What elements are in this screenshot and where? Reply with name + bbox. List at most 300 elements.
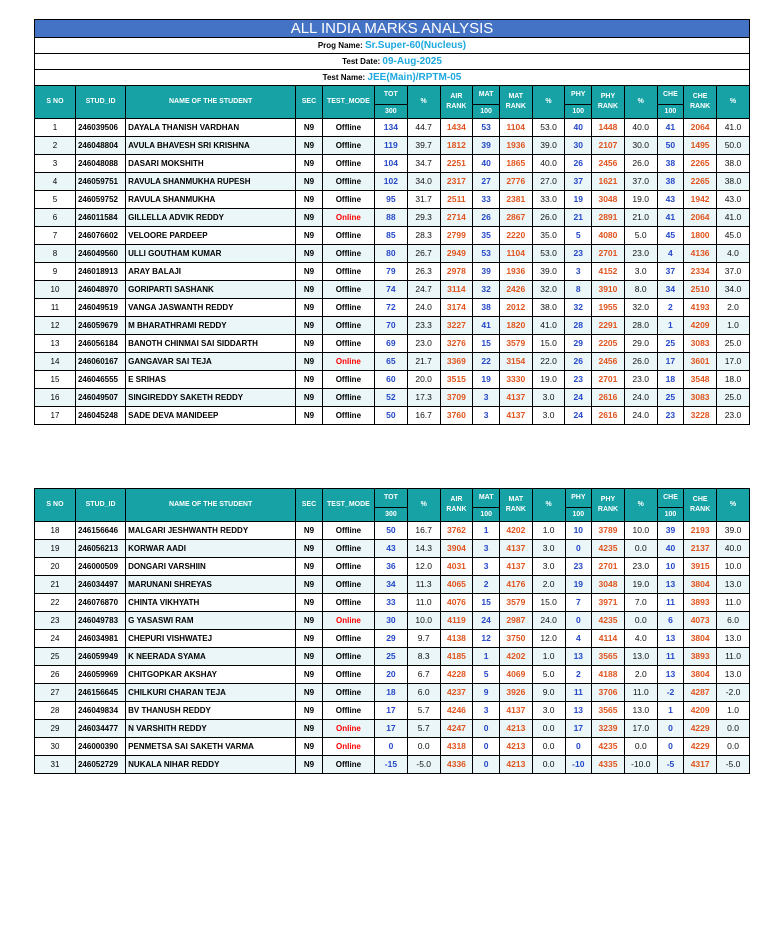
student-row [35,263,750,281]
che-marks-cell: 4 [657,245,684,263]
mat-marks-cell: 0 [473,720,500,738]
col-che-max: 100 [657,105,684,119]
test-mode-cell: Offline [322,137,374,155]
test-mode-cell: Online [322,720,374,738]
total-percent-cell: 9.7 [407,630,440,648]
mat-percent-cell: 33.0 [532,191,565,209]
student-name-cell: DASARI MOKSHITH [126,155,296,173]
col-phy-max: 100 [565,105,592,119]
col-tot-header: TOT [375,489,408,508]
phy-rank-cell: 3789 [592,522,625,540]
mat-rank-cell: 1865 [499,155,532,173]
air-rank-cell: 3276 [440,335,473,353]
phy-marks-cell: 19 [565,576,592,594]
mat-percent-cell: 9.0 [532,684,565,702]
phy-marks-cell: 0 [565,738,592,756]
air-rank-cell: 3227 [440,317,473,335]
mat-percent-cell: 3.0 [532,407,565,425]
air-rank-cell: 3114 [440,281,473,299]
che-marks-cell: 39 [657,522,684,540]
student-row [35,684,750,702]
air-rank-cell: 4228 [440,666,473,684]
sno-cell: 7 [35,227,76,245]
stud-id-cell: 246048804 [75,137,125,155]
air-rank-cell: 2511 [440,191,473,209]
che-rank-cell: 3804 [684,576,717,594]
che-marks-cell: 13 [657,630,684,648]
student-row [35,353,750,371]
total-percent-cell: 5.7 [407,720,440,738]
che-rank-cell: 2064 [684,209,717,227]
mat-rank-cell: 3750 [499,630,532,648]
student-row [35,209,750,227]
total-marks-cell: 79 [374,263,407,281]
che-marks-cell: 34 [657,281,684,299]
sec-cell: N9 [296,540,323,558]
che-rank-cell: 1942 [684,191,717,209]
che-percent-cell: -2.0 [717,684,750,702]
test-mode-cell: Offline [322,281,374,299]
total-percent-cell: 14.3 [407,540,440,558]
mat-rank-cell: 3579 [499,594,532,612]
student-name-cell: GANGAVAR SAI TEJA [126,353,296,371]
student-name-cell: VELOORE PARDEEP [126,227,296,245]
prog-name-row: Prog Name: Sr.Super-60(Nucleus) [35,38,750,54]
che-rank-cell: 2265 [684,173,717,191]
test-mode-cell: Offline [322,540,374,558]
che-rank-cell: 3893 [684,648,717,666]
phy-percent-cell: 4.0 [624,630,657,648]
total-percent-cell: 16.7 [407,522,440,540]
test-mode-cell: Offline [322,630,374,648]
student-name-cell: CHILKURI CHARAN TEJA [126,684,296,702]
test-mode-cell: Online [322,612,374,630]
phy-rank-cell: 3239 [592,720,625,738]
che-percent-cell: 4.0 [716,245,749,263]
sno-cell: 31 [35,756,76,774]
mat-percent-cell: 38.0 [532,299,565,317]
mat-rank-cell: 2381 [499,191,532,209]
total-marks-cell: 70 [374,317,407,335]
student-row [35,522,750,540]
total-percent-cell: 23.0 [407,335,440,353]
mat-rank-cell: 4137 [499,558,532,576]
mat-marks-cell: 35 [473,227,500,245]
test-mode-cell: Online [322,209,374,227]
phy-percent-cell: 19.0 [624,191,657,209]
total-marks-cell: 60 [374,371,407,389]
sno-cell: 6 [35,209,76,227]
mat-percent-cell: 27.0 [532,173,565,191]
report-title: ALL INDIA MARKS ANALYSIS [35,20,750,38]
student-row [35,630,750,648]
total-percent-cell: 29.3 [407,209,440,227]
mat-marks-cell: 19 [473,371,500,389]
col-percent-header: % [532,86,565,119]
col-che-header: CHE [657,489,684,508]
student-row [35,612,750,630]
phy-marks-cell: 40 [565,119,592,137]
col-percent-header: % [407,489,440,522]
student-name-cell: CHEPURI VISHWATEJ [126,630,296,648]
total-percent-cell: 5.7 [407,702,440,720]
mat-marks-cell: 12 [473,630,500,648]
total-marks-cell: 102 [374,173,407,191]
phy-rank-cell: 1448 [592,119,625,137]
phy-marks-cell: 24 [565,389,592,407]
phy-marks-cell: 7 [565,594,592,612]
mat-rank-cell: 4176 [499,576,532,594]
col-phy-max: 100 [565,508,592,522]
total-percent-cell: 20.0 [407,371,440,389]
phy-percent-cell: 23.0 [624,558,657,576]
phy-percent-cell: 24.0 [624,389,657,407]
mat-marks-cell: 0 [473,756,500,774]
sno-cell: 20 [35,558,76,576]
total-percent-cell: 12.0 [407,558,440,576]
student-row [35,576,750,594]
test-mode-cell: Offline [322,558,374,576]
test-mode-cell: Offline [322,648,374,666]
phy-rank-cell: 3910 [592,281,625,299]
sec-cell: N9 [296,738,323,756]
phy-percent-cell: 7.0 [624,594,657,612]
total-percent-cell: 24.0 [407,299,440,317]
che-marks-cell: 6 [657,612,684,630]
total-percent-cell: 6.7 [407,666,440,684]
air-rank-cell: 4076 [440,594,473,612]
mat-rank-rank-label: RANK [505,103,526,110]
che-percent-cell: 13.0 [717,576,750,594]
phy-marks-cell: 23 [565,245,592,263]
sno-cell: 14 [35,353,76,371]
air-label: AIR [450,93,463,100]
test-mode-cell: Offline [322,191,374,209]
phy-percent-cell: 8.0 [624,281,657,299]
mat-percent-cell: 0.0 [532,756,565,774]
mat-rank-cell: 2867 [499,209,532,227]
total-percent-cell: 17.3 [407,389,440,407]
col-stud-id-header: STUD_ID [75,489,125,522]
student-name-cell: KORWAR AADI [126,540,296,558]
total-marks-cell: 85 [374,227,407,245]
stud-id-cell: 246046555 [75,371,125,389]
sno-cell: 30 [35,738,76,756]
che-marks-cell: 11 [657,648,684,666]
air-rank-cell: 1434 [440,119,473,137]
stud-id-cell: 246011584 [75,209,125,227]
total-marks-cell: 119 [374,137,407,155]
student-name-cell: PENMETSA SAI SAKETH VARMA [126,738,296,756]
che-percent-cell: 39.0 [717,522,750,540]
che-percent-cell: 25.0 [716,389,749,407]
che-percent-cell: 0.0 [717,720,750,738]
student-name-cell: K NEERADA SYAMA [126,648,296,666]
stud-id-cell: 246034981 [75,630,125,648]
total-percent-cell: 26.3 [407,263,440,281]
che-marks-cell: 38 [657,155,684,173]
phy-rank-cell: 4188 [592,666,625,684]
student-name-cell: E SRIHAS [126,371,296,389]
phy-percent-cell: 37.0 [624,173,657,191]
mat-percent-cell: 0.0 [532,738,565,756]
sec-cell: N9 [296,299,323,317]
phy-percent-cell: 0.0 [624,612,657,630]
test-mode-cell: Offline [322,245,374,263]
sno-cell: 25 [35,648,76,666]
table-body-1 [35,119,750,425]
sec-cell: N9 [296,227,323,245]
mat-marks-cell: 41 [473,317,500,335]
phy-rank-rank-label: RANK [597,103,619,110]
che-rank-cell: 1495 [684,137,717,155]
col-phy-rank-header [592,489,625,522]
col-mat-max: 100 [473,508,500,522]
che-marks-cell: 2 [657,299,684,317]
phy-marks-cell: 0 [565,612,592,630]
test-mode-cell: Offline [322,666,374,684]
phy-percent-cell: 24.0 [624,407,657,425]
sec-cell: N9 [296,191,323,209]
test-mode-cell: Offline [322,335,374,353]
che-percent-cell: 1.0 [717,702,750,720]
che-percent-cell: 0.0 [717,738,750,756]
mat-rank-cell: 3579 [499,335,532,353]
mat-percent-cell: 39.0 [532,263,565,281]
stud-id-cell: 246076870 [75,594,125,612]
sec-cell: N9 [296,702,323,720]
mat-rank-cell: 3154 [499,353,532,371]
sec-cell: N9 [296,263,323,281]
mat-rank-cell: 4213 [499,738,532,756]
sec-cell: N9 [296,576,323,594]
sec-cell: N9 [296,684,323,702]
stud-id-cell: 246049519 [75,299,125,317]
phy-marks-cell: 23 [565,558,592,576]
phy-marks-cell: 5 [565,227,592,245]
total-percent-cell: 34.0 [407,173,440,191]
phy-percent-cell: 13.0 [624,648,657,666]
test-mode-cell: Offline [322,702,374,720]
col-sno-header: S NO [35,86,76,119]
stud-id-cell: 246034497 [75,576,125,594]
student-name-cell: M BHARATHRAMI REDDY [126,317,296,335]
col-mat-max: 100 [473,105,500,119]
che-rank-cell: 4287 [684,684,717,702]
mat-marks-cell: 40 [473,155,500,173]
phy-marks-cell: 32 [565,299,592,317]
sec-cell: N9 [296,522,323,540]
che-percent-cell: 25.0 [716,335,749,353]
mat-marks-cell: 3 [473,558,500,576]
mat-marks-cell: 3 [473,702,500,720]
sno-cell: 15 [35,371,76,389]
col-air-header [440,86,473,119]
total-percent-cell: 6.0 [407,684,440,702]
student-row [35,119,750,137]
mat-rank-cell: 2776 [499,173,532,191]
sec-cell: N9 [296,245,323,263]
phy-percent-cell: 17.0 [624,720,657,738]
student-name-cell: ULLI GOUTHAM KUMAR [126,245,296,263]
col-mat-rank-header [499,489,532,522]
mat-rank-cell: 3926 [499,684,532,702]
phy-rank-cell: 1621 [592,173,625,191]
col-percent-header: % [624,489,657,522]
che-marks-cell: 18 [657,371,684,389]
total-percent-cell: 11.3 [407,576,440,594]
mat-marks-cell: 22 [473,353,500,371]
phy-rank-cell: 4114 [592,630,625,648]
student-name-cell: BV THANUSH REDDY [126,702,296,720]
mat-marks-cell: 5 [473,666,500,684]
sno-cell: 18 [35,522,76,540]
phy-percent-cell: 26.0 [624,353,657,371]
che-rank-cell: 3228 [684,407,717,425]
phy-marks-cell: 21 [565,209,592,227]
che-marks-cell: 10 [657,558,684,576]
stud-id-cell: 246034477 [75,720,125,738]
test-name-value: JEE(Main)/RPTM-05 [367,72,462,83]
sec-cell: N9 [296,281,323,299]
col-sec-header: SEC [296,86,323,119]
che-rank-rank-label: RANK [690,506,711,513]
sec-cell: N9 [296,155,323,173]
che-rank-cell: 3915 [684,558,717,576]
sec-cell: N9 [296,389,323,407]
total-marks-cell: 74 [374,281,407,299]
mat-percent-cell: 3.0 [532,702,565,720]
sec-cell: N9 [296,119,323,137]
test-mode-cell: Offline [322,227,374,245]
sec-cell: N9 [296,648,323,666]
sno-cell: 11 [35,299,76,317]
phy-marks-cell: -10 [565,756,592,774]
mat-marks-cell: 1 [473,522,500,540]
air-rank-cell: 4185 [440,648,473,666]
total-percent-cell: 23.3 [407,317,440,335]
stud-id-cell: 246048970 [75,281,125,299]
total-marks-cell: 17 [375,720,408,738]
phy-rank-cell: 4235 [592,612,625,630]
stud-id-cell: 246039506 [75,119,125,137]
col-percent-header: % [624,86,657,119]
sno-cell: 27 [35,684,76,702]
che-marks-cell: 13 [657,666,684,684]
air-rank-cell: 1812 [440,137,473,155]
mat-percent-cell: 19.0 [532,371,565,389]
sno-cell: 28 [35,702,76,720]
test-mode-cell: Offline [322,389,374,407]
air-rank-cell: 4336 [440,756,473,774]
mat-rank-cell: 4137 [499,702,532,720]
student-name-cell: N VARSHITH REDDY [126,720,296,738]
phy-rank-cell: 2107 [592,137,625,155]
che-rank-rank-label: RANK [689,103,711,110]
phy-percent-cell: 23.0 [624,245,657,263]
col-che-max: 100 [657,508,684,522]
phy-percent-cell: 21.0 [624,209,657,227]
air-rank-cell: 2949 [440,245,473,263]
col-tot-header: TOT [374,86,407,105]
air-rank-cell: 4247 [440,720,473,738]
sno-cell: 1 [35,119,76,137]
total-percent-cell: 21.7 [407,353,440,371]
test-mode-cell: Online [322,738,374,756]
total-marks-cell: 18 [375,684,408,702]
sec-cell: N9 [296,353,323,371]
student-name-cell: G YASASWI RAM [126,612,296,630]
sec-cell: N9 [296,137,323,155]
total-marks-cell: 17 [375,702,408,720]
phy-rank-rank-label: RANK [597,506,619,513]
phy-percent-cell: 13.0 [624,702,657,720]
air-rank-cell: 4119 [440,612,473,630]
total-percent-cell: 31.7 [407,191,440,209]
che-rank-cell: 4229 [684,720,717,738]
phy-rank-cell: 3048 [592,191,625,209]
table-body-2 [35,522,750,774]
sno-cell: 16 [35,389,76,407]
che-rank-cell: 2265 [684,155,717,173]
mat-rank-cell: 4137 [499,389,532,407]
mat-rank-cell: 4069 [499,666,532,684]
marks-table-page-2 [34,488,750,774]
air-rank-cell: 4318 [440,738,473,756]
student-row [35,648,750,666]
che-marks-cell: 40 [657,540,684,558]
air-rank-cell: 3760 [440,407,473,425]
phy-rank-cell: 3971 [592,594,625,612]
mat-rank-cell: 1936 [499,263,532,281]
mat-marks-cell: 3 [473,389,500,407]
mat-rank-cell: 2426 [499,281,532,299]
total-marks-cell: 52 [374,389,407,407]
phy-rank-cell: 4235 [592,738,625,756]
mat-marks-cell: 24 [473,612,500,630]
sno-cell: 13 [35,335,76,353]
student-name-cell: ARAY BALAJI [126,263,296,281]
mat-percent-cell: 32.0 [532,281,565,299]
total-percent-cell: 34.7 [407,155,440,173]
test-mode-cell: Offline [322,594,374,612]
che-percent-cell: 1.0 [716,317,749,335]
phy-percent-cell: 5.0 [624,227,657,245]
mat-percent-cell: 2.0 [532,576,565,594]
sno-cell: 17 [35,407,76,425]
air-rank-cell: 3762 [440,522,473,540]
mat-percent-cell: 5.0 [532,666,565,684]
sno-cell: 3 [35,155,76,173]
che-rank-label: CHE [692,93,708,100]
mat-percent-cell: 53.0 [532,119,565,137]
sno-cell: 10 [35,281,76,299]
air-rank-cell: 4138 [440,630,473,648]
mat-rank-cell: 2012 [499,299,532,317]
sec-cell: N9 [296,558,323,576]
sno-cell: 2 [35,137,76,155]
che-percent-cell: 38.0 [716,173,749,191]
che-rank-cell: 2137 [684,540,717,558]
stud-id-cell: 246059752 [75,191,125,209]
stud-id-cell: 246049560 [75,245,125,263]
total-marks-cell: 50 [375,522,408,540]
air-rank-cell: 3709 [440,389,473,407]
sec-cell: N9 [296,756,323,774]
sno-cell: 21 [35,576,76,594]
mat-marks-cell: 3 [473,540,500,558]
student-name-cell: RAVULA SHANMUKHA RUPESH [126,173,296,191]
